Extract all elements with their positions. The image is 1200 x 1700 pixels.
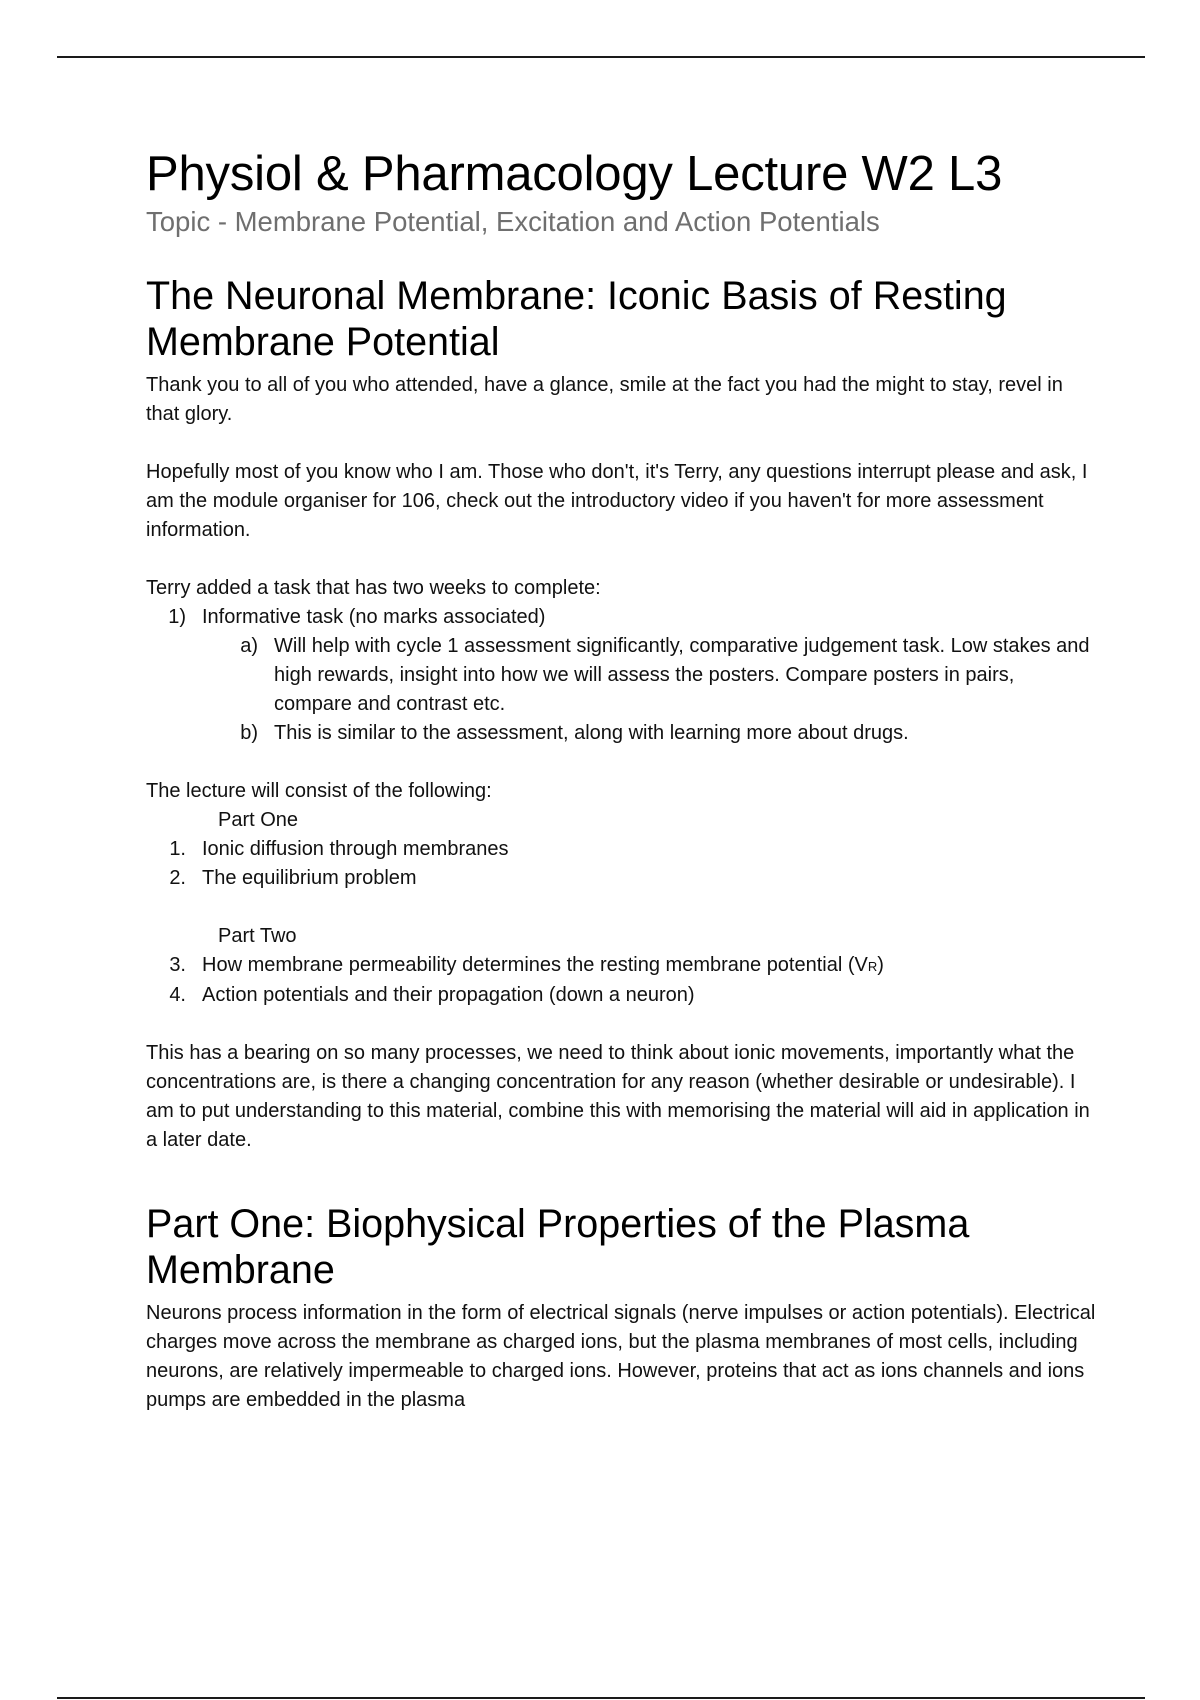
list-item xyxy=(146,719,1096,748)
section-part-one xyxy=(146,1201,1096,1415)
list-item-text-main: How membrane permeability determines the resting membrane potential (V xyxy=(202,954,868,976)
list-item-text: The equilibrium problem xyxy=(202,867,417,889)
organiser-paragraph: Hopefully most of you know who I am. Those who don't, it's Terry, any questions interrupt please and ask, I am the module organiser for 106, check out the introductory video if you haven't for more assessment information. xyxy=(146,461,1088,541)
paragraph-spacer xyxy=(146,545,1096,574)
document-body xyxy=(146,145,1096,1415)
list-item xyxy=(146,632,1096,719)
list-item-text xyxy=(202,951,1096,981)
top-page-rule xyxy=(57,56,1145,58)
bottom-page-rule xyxy=(57,1697,1145,1699)
bearing-paragraph: This has a bearing on so many processes, we need to think about ionic movements, importantly what the concentrations are, is there a changing concentration for any reason (whether desirable or undesirable). I am to put understanding to this material, combine this with memorising the material will aid in application in a later date. xyxy=(146,1042,1090,1151)
lecture-outline xyxy=(146,806,1096,1010)
section-heading: Part One: Biophysical Properties of the Plasma Membrane xyxy=(146,1202,970,1292)
list-marker: 1. xyxy=(169,838,186,860)
list-marker: 2. xyxy=(169,867,186,889)
list-marker: 3. xyxy=(169,954,186,976)
task-intro: Terry added a task that has two weeks to complete: xyxy=(146,577,601,599)
list-item-text: Action potentials and their propagation (down a neuron) xyxy=(202,984,695,1006)
list-item xyxy=(146,864,1096,893)
list-item-text: Informative task (no marks associated) xyxy=(202,606,546,628)
list-item xyxy=(146,603,1096,632)
list-item-text: Ionic diffusion through membranes xyxy=(202,838,509,860)
task-list xyxy=(146,603,1096,748)
neurons-paragraph: Neurons process information in the form of electrical signals (nerve impulses or action potentials). Electrical charges move across the membrane as charged ions, but the plasma membranes of most cells, including neurons, are relatively impermeable to charged ions. However, proteins that act as ions channels and ions pumps are embedded in the plasma xyxy=(146,1302,1096,1411)
list-marker: a) xyxy=(240,635,258,657)
part-label: Part Two xyxy=(218,925,297,947)
list-item-text: Will help with cycle 1 assessment significantly, comparative judgement task. Low stakes and high rewards, insight into how we will assess the posters. Compare posters in pairs, compare and contrast etc. xyxy=(274,635,1090,715)
section-neuronal-membrane xyxy=(146,273,1096,1155)
list-item-text: This is similar to the assessment, along with learning more about drugs. xyxy=(274,722,909,744)
intro-paragraph: Thank you to all of you who attended, have a glance, smile at the fact you had the might to stay, revel in that glory. xyxy=(146,374,1063,425)
list-item xyxy=(146,981,1096,1010)
subscript-r: R xyxy=(867,959,878,974)
list-marker: b) xyxy=(240,722,258,744)
list-item xyxy=(146,835,1096,864)
section-heading: The Neuronal Membrane: Iconic Basis of Resting Membrane Potential xyxy=(146,274,1007,364)
list-item xyxy=(146,951,1096,981)
paragraph-spacer xyxy=(146,893,1096,922)
document-subtitle: Topic - Membrane Potential, Excitation and Action Potentials xyxy=(146,206,880,237)
list-item-text-suffix: ) xyxy=(877,954,884,976)
list-marker: 1) xyxy=(168,606,186,628)
document-title: Physiol & Pharmacology Lecture W2 L3 xyxy=(146,147,1003,201)
part-label: Part One xyxy=(218,809,299,831)
paragraph-spacer xyxy=(146,429,1096,458)
lecture-intro: The lecture will consist of the following: xyxy=(146,780,492,802)
paragraph-spacer xyxy=(146,748,1096,777)
list-marker: 4. xyxy=(169,984,186,1006)
paragraph-spacer xyxy=(146,1010,1096,1039)
